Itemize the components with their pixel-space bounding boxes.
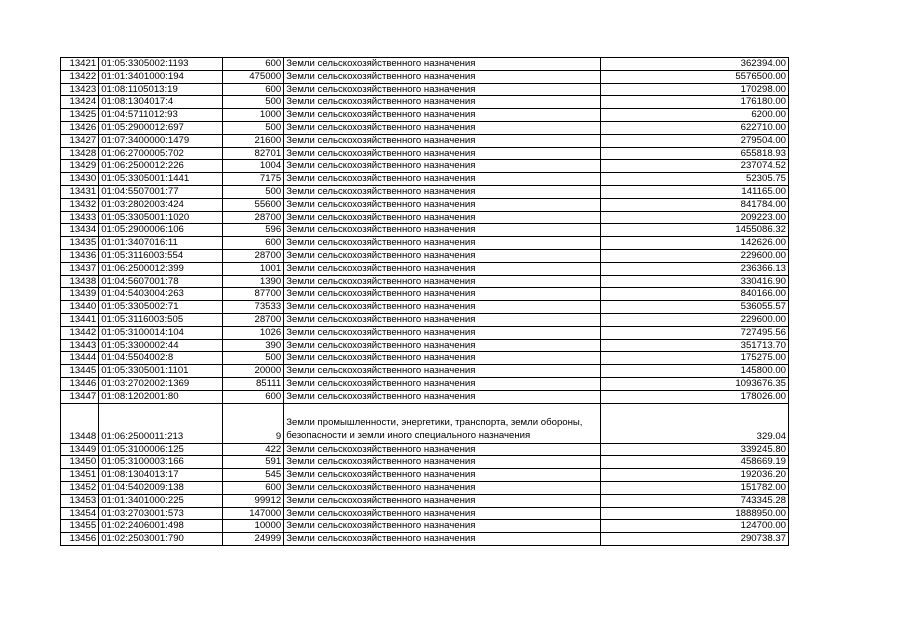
area-cell: 600: [222, 58, 283, 71]
cadastral-value-cell: 279504.00: [600, 134, 788, 147]
cadastral-value-cell: 209223.00: [600, 211, 788, 224]
cadastral-number-cell: 01:02:2406001:498: [99, 520, 223, 533]
cadastral-number-cell: 01:05:3305001:1441: [99, 173, 223, 186]
row-number-cell: 13430: [61, 173, 99, 186]
area-cell: 500: [222, 185, 283, 198]
land-category-cell: Земли сельскохозяйственного назначения: [284, 224, 601, 237]
land-category-cell: Земли сельскохозяйственного назначения: [284, 160, 601, 173]
cadastral-value-cell: 1455086.32: [600, 224, 788, 237]
table-row: [61, 403, 789, 443]
area-cell: 500: [222, 352, 283, 365]
area-cell: 55600: [222, 198, 283, 211]
table-row: [61, 147, 789, 160]
land-category-cell: Земли сельскохозяйственного назначения: [284, 313, 601, 326]
cadastral-value-cell: 1093676.35: [600, 377, 788, 390]
row-number-cell: 13426: [61, 121, 99, 134]
cadastral-number-cell: 01:04:5507001:77: [99, 185, 223, 198]
table-body: [61, 58, 789, 546]
table-row: [61, 390, 789, 403]
area-cell: 20000: [222, 365, 283, 378]
table-row: [61, 520, 789, 533]
cadastral-value-cell: 622710.00: [600, 121, 788, 134]
cadastral-number-cell: 01:04:5607001:78: [99, 275, 223, 288]
cadastral-number-cell: 01:05:3305001:1101: [99, 365, 223, 378]
cadastral-value-cell: 727495.56: [600, 326, 788, 339]
table-row: [61, 301, 789, 314]
area-cell: 390: [222, 339, 283, 352]
area-cell: 10000: [222, 520, 283, 533]
cadastral-number-cell: 01:03:2802003:424: [99, 198, 223, 211]
cadastral-value-cell: 178026.00: [600, 390, 788, 403]
area-cell: 87700: [222, 288, 283, 301]
row-number-cell: 13456: [61, 533, 99, 546]
land-category-cell: Земли сельскохозяйственного назначения: [284, 211, 601, 224]
cadastral-number-cell: 01:01:3401000:194: [99, 70, 223, 83]
area-cell: 28700: [222, 313, 283, 326]
cadastral-value-cell: 237074.52: [600, 160, 788, 173]
cadastral-value-cell: 151782.00: [600, 481, 788, 494]
cadastral-number-cell: 01:05:3116003:554: [99, 249, 223, 262]
row-number-cell: 13431: [61, 185, 99, 198]
land-category-cell: Земли сельскохозяйственного назначения: [284, 365, 601, 378]
row-number-cell: 13447: [61, 390, 99, 403]
row-number-cell: 13444: [61, 352, 99, 365]
land-category-cell: Земли сельскохозяйственного назначения: [284, 481, 601, 494]
table-row: [61, 481, 789, 494]
land-category-cell: Земли сельскохозяйственного назначения: [284, 237, 601, 250]
table-row: [61, 96, 789, 109]
area-cell: 7175: [222, 173, 283, 186]
land-category-cell: Земли сельскохозяйственного назначения: [284, 185, 601, 198]
row-number-cell: 13429: [61, 160, 99, 173]
cadastral-value-cell: 6200.00: [600, 109, 788, 122]
cadastral-value-cell: 655818.93: [600, 147, 788, 160]
cadastral-value-cell: 145800.00: [600, 365, 788, 378]
cadastral-number-cell: 01:05:3305001:1020: [99, 211, 223, 224]
cadastral-number-cell: 01:05:2900012:697: [99, 121, 223, 134]
cadastral-value-cell: 229600.00: [600, 249, 788, 262]
cadastral-number-cell: 01:05:3100003:166: [99, 456, 223, 469]
cadastral-number-cell: 01:05:2900006:106: [99, 224, 223, 237]
land-category-cell: Земли сельскохозяйственного назначения: [284, 275, 601, 288]
area-cell: 24999: [222, 533, 283, 546]
table-row: [61, 70, 789, 83]
row-number-cell: 13436: [61, 249, 99, 262]
cadastral-number-cell: 01:06:2700005:702: [99, 147, 223, 160]
cadastral-number-cell: 01:06:2500012:399: [99, 262, 223, 275]
area-cell: 500: [222, 121, 283, 134]
area-cell: 28700: [222, 249, 283, 262]
row-number-cell: 13453: [61, 494, 99, 507]
row-number-cell: 13449: [61, 443, 99, 456]
land-category-cell: Земли сельскохозяйственного назначения: [284, 109, 601, 122]
area-cell: 147000: [222, 507, 283, 520]
cadastral-value-cell: 142626.00: [600, 237, 788, 250]
table-row: [61, 443, 789, 456]
area-cell: 600: [222, 237, 283, 250]
row-number-cell: 13443: [61, 339, 99, 352]
table-row: [61, 237, 789, 250]
row-number-cell: 13439: [61, 288, 99, 301]
land-category-cell: Земли сельскохозяйственного назначения: [284, 520, 601, 533]
cadastral-number-cell: 01:03:2703001:573: [99, 507, 223, 520]
land-category-cell: Земли сельскохозяйственного назначения: [284, 533, 601, 546]
table-row: [61, 211, 789, 224]
cadastral-value-cell: 229600.00: [600, 313, 788, 326]
land-category-cell: Земли сельскохозяйственного назначения: [284, 288, 601, 301]
cadastral-number-cell: 01:06:2500012:226: [99, 160, 223, 173]
land-category-cell: Земли сельскохозяйственного назначения: [284, 339, 601, 352]
row-number-cell: 13435: [61, 237, 99, 250]
cadastral-number-cell: 01:05:3305002:1193: [99, 58, 223, 71]
area-cell: 1004: [222, 160, 283, 173]
table-row: [61, 83, 789, 96]
row-number-cell: 13445: [61, 365, 99, 378]
area-cell: 82701: [222, 147, 283, 160]
cadastral-value-cell: 743345.28: [600, 494, 788, 507]
area-cell: 596: [222, 224, 283, 237]
cadastral-number-cell: 01:06:2500011:213: [99, 403, 223, 443]
table-row: [61, 339, 789, 352]
row-number-cell: 13440: [61, 301, 99, 314]
cadastral-number-cell: 01:05:3100014:104: [99, 326, 223, 339]
row-number-cell: 13442: [61, 326, 99, 339]
land-category-cell: Земли сельскохозяйственного назначения: [284, 58, 601, 71]
row-number-cell: 13428: [61, 147, 99, 160]
cadastral-value-cell: 175275.00: [600, 352, 788, 365]
area-cell: 591: [222, 456, 283, 469]
land-category-cell: Земли промышленности, энергетики, транспорта, земли обороны, безопасности и земли иного специального назначения: [284, 403, 601, 443]
table-row: [61, 185, 789, 198]
table-row: [61, 288, 789, 301]
row-number-cell: 13455: [61, 520, 99, 533]
area-cell: 545: [222, 469, 283, 482]
table-row: [61, 352, 789, 365]
table-row: [61, 533, 789, 546]
area-cell: 1026: [222, 326, 283, 339]
land-category-cell: Земли сельскохозяйственного назначения: [284, 326, 601, 339]
cadastral-value-cell: 236366.13: [600, 262, 788, 275]
row-number-cell: 13422: [61, 70, 99, 83]
cadastral-value-cell: 339245.80: [600, 443, 788, 456]
table-row: [61, 58, 789, 71]
land-category-cell: Земли сельскохозяйственного назначения: [284, 443, 601, 456]
cadastral-number-cell: 01:07:3400000:1479: [99, 134, 223, 147]
land-category-cell: Земли сельскохозяйственного назначения: [284, 390, 601, 403]
row-number-cell: 13441: [61, 313, 99, 326]
table-row: [61, 109, 789, 122]
table-row: [61, 275, 789, 288]
land-category-cell: Земли сельскохозяйственного назначения: [284, 301, 601, 314]
area-cell: 600: [222, 481, 283, 494]
row-number-cell: 13424: [61, 96, 99, 109]
area-cell: 21600: [222, 134, 283, 147]
row-number-cell: 13433: [61, 211, 99, 224]
area-cell: 28700: [222, 211, 283, 224]
cadastral-value-cell: 1888950.00: [600, 507, 788, 520]
table-row: [61, 262, 789, 275]
cadastral-value-cell: 536055.57: [600, 301, 788, 314]
table-row: [61, 198, 789, 211]
cadastral-value-cell: 329.04: [600, 403, 788, 443]
row-number-cell: 13432: [61, 198, 99, 211]
land-category-cell: Земли сельскохозяйственного назначения: [284, 507, 601, 520]
cadastral-number-cell: 01:05:3116003:505: [99, 313, 223, 326]
cadastral-value-cell: 192036.20: [600, 469, 788, 482]
cadastral-value-cell: 290738.37: [600, 533, 788, 546]
area-cell: 600: [222, 390, 283, 403]
row-number-cell: 13434: [61, 224, 99, 237]
cadastral-value-cell: 52305.75: [600, 173, 788, 186]
table-row: [61, 121, 789, 134]
table-row: [61, 134, 789, 147]
area-cell: 475000: [222, 70, 283, 83]
cadastral-number-cell: 01:01:3401000:225: [99, 494, 223, 507]
cadastral-number-cell: 01:04:5403004:263: [99, 288, 223, 301]
land-category-cell: Земли сельскохозяйственного назначения: [284, 494, 601, 507]
cadastral-number-cell: 01:08:1105013:19: [99, 83, 223, 96]
row-number-cell: 13446: [61, 377, 99, 390]
table-row: [61, 377, 789, 390]
row-number-cell: 13448: [61, 403, 99, 443]
table-row: [61, 365, 789, 378]
table-row: [61, 224, 789, 237]
cadastral-number-cell: 01:05:3100006:125: [99, 443, 223, 456]
area-cell: 73533: [222, 301, 283, 314]
cadastral-value-cell: 458669.19: [600, 456, 788, 469]
table-row: [61, 326, 789, 339]
cadastral-value-cell: 362394.00: [600, 58, 788, 71]
cadastral-number-cell: 01:01:3407016:11: [99, 237, 223, 250]
cadastral-number-cell: 01:04:5711012:93: [99, 109, 223, 122]
row-number-cell: 13451: [61, 469, 99, 482]
area-cell: 85111: [222, 377, 283, 390]
area-cell: 1390: [222, 275, 283, 288]
row-number-cell: 13425: [61, 109, 99, 122]
table-row: [61, 469, 789, 482]
cadastral-number-cell: 01:08:1304017:4: [99, 96, 223, 109]
cadastral-value-cell: 841784.00: [600, 198, 788, 211]
land-category-cell: Земли сельскохозяйственного назначения: [284, 198, 601, 211]
land-category-cell: Земли сельскохозяйственного назначения: [284, 96, 601, 109]
table-row: [61, 313, 789, 326]
land-category-cell: Земли сельскохозяйственного назначения: [284, 456, 601, 469]
land-category-cell: Земли сельскохозяйственного назначения: [284, 70, 601, 83]
cadastral-number-cell: 01:02:2503001:790: [99, 533, 223, 546]
land-category-cell: Земли сельскохозяйственного назначения: [284, 262, 601, 275]
land-category-cell: Земли сельскохозяйственного назначения: [284, 173, 601, 186]
table-row: [61, 249, 789, 262]
cadastral-number-cell: 01:08:1202001:80: [99, 390, 223, 403]
land-category-cell: Земли сельскохозяйственного назначения: [284, 83, 601, 96]
cadastral-number-cell: 01:04:5504002:8: [99, 352, 223, 365]
row-number-cell: 13427: [61, 134, 99, 147]
area-cell: 9: [222, 403, 283, 443]
row-number-cell: 13437: [61, 262, 99, 275]
row-number-cell: 13454: [61, 507, 99, 520]
row-number-cell: 13423: [61, 83, 99, 96]
table-row: [61, 494, 789, 507]
cadastral-value-cell: 124700.00: [600, 520, 788, 533]
row-number-cell: 13421: [61, 58, 99, 71]
table-row: [61, 160, 789, 173]
cadastral-value-cell: 840166.00: [600, 288, 788, 301]
land-category-cell: Земли сельскохозяйственного назначения: [284, 134, 601, 147]
cadastral-number-cell: 01:04:5402009:138: [99, 481, 223, 494]
cadastral-number-cell: 01:05:3300002:44: [99, 339, 223, 352]
cadastral-number-cell: 01:05:3305002:71: [99, 301, 223, 314]
land-category-cell: Земли сельскохозяйственного назначения: [284, 469, 601, 482]
area-cell: 500: [222, 96, 283, 109]
table-row: [61, 173, 789, 186]
cadastral-value-cell: 141165.00: [600, 185, 788, 198]
land-plots-table: [60, 57, 789, 546]
cadastral-value-cell: 170298.00: [600, 83, 788, 96]
area-cell: 1000: [222, 109, 283, 122]
cadastral-value-cell: 330416.90: [600, 275, 788, 288]
area-cell: 422: [222, 443, 283, 456]
area-cell: 99912: [222, 494, 283, 507]
cadastral-number-cell: 01:03:2702002:1369: [99, 377, 223, 390]
row-number-cell: 13438: [61, 275, 99, 288]
land-category-cell: Земли сельскохозяйственного назначения: [284, 147, 601, 160]
land-category-cell: Земли сельскохозяйственного назначения: [284, 377, 601, 390]
land-category-cell: Земли сельскохозяйственного назначения: [284, 249, 601, 262]
land-category-cell: Земли сельскохозяйственного назначения: [284, 121, 601, 134]
row-number-cell: 13450: [61, 456, 99, 469]
cadastral-value-cell: 176180.00: [600, 96, 788, 109]
cadastral-value-cell: 351713.70: [600, 339, 788, 352]
table-row: [61, 507, 789, 520]
cadastral-number-cell: 01:08:1304013:17: [99, 469, 223, 482]
row-number-cell: 13452: [61, 481, 99, 494]
area-cell: 1001: [222, 262, 283, 275]
cadastral-value-cell: 5576500.00: [600, 70, 788, 83]
table-row: [61, 456, 789, 469]
land-category-cell: Земли сельскохозяйственного назначения: [284, 352, 601, 365]
area-cell: 600: [222, 83, 283, 96]
